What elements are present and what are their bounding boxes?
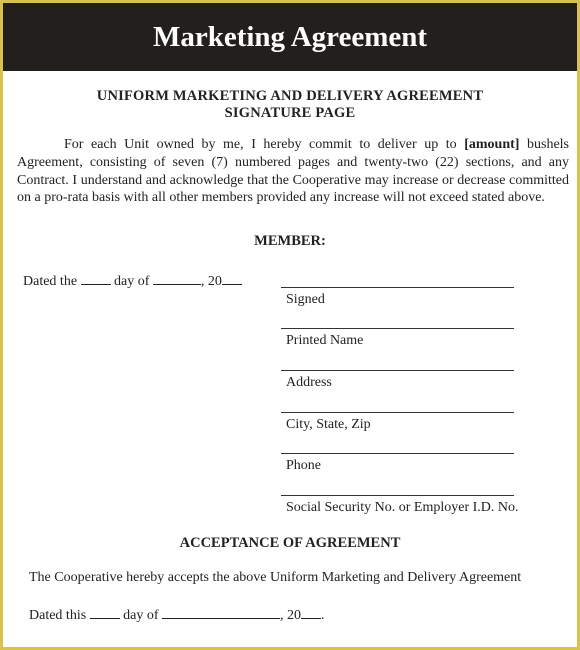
ssn-line[interactable] [281,495,514,496]
signed-label: Signed [286,292,325,307]
paragraph-rest: bushels Agreement, consisting of seven (7) numbered pages and twenty-two (22) sections, and any Contract. I understand and acknowledge that the Cooperative may increase or decrease committed on a pro-rata basis with all other members provided any increase will not exceed stated above. [17,137,570,206]
amount-placeholder: [amount] [464,137,520,152]
agreement-title: UNIFORM MARKETING AND DELIVERY AGREEMENT [96,88,484,104]
commitment-paragraph [17,136,569,207]
printed-name-label: Printed Name [286,333,364,348]
year-prefix-label-2: , 20 [280,608,302,623]
header-banner [3,3,577,71]
day-of-label: day of [114,274,150,289]
end-period: . [321,608,325,623]
day-blank-2[interactable] [90,606,120,619]
phone-label: Phone [286,458,321,473]
day-of-label-2: day of [123,608,159,623]
acceptance-heading: ACCEPTANCE OF AGREEMENT [179,535,401,551]
agreement-subtitle: SIGNATURE PAGE [224,105,356,121]
address-label: Address [286,375,332,390]
dated-the-line [23,272,242,290]
dated-the-label: Dated the [23,274,78,289]
day-blank[interactable] [81,272,111,285]
year-blank-2[interactable] [301,606,321,619]
month-blank-2[interactable] [162,606,280,619]
ssn-label: Social Security No. or Employer I.D. No. [286,500,519,515]
phone-line[interactable] [281,453,514,454]
year-prefix-label: , 20 [200,274,222,289]
dated-this-line [29,606,325,624]
address-line[interactable] [281,370,514,371]
year-blank[interactable] [222,272,242,285]
page-title: Marketing Agreement [152,20,428,53]
city-state-zip-label: City, State, Zip [286,417,371,432]
dated-this-label: Dated this [29,608,87,623]
printed-name-line[interactable] [281,328,514,329]
acceptance-text: The Cooperative hereby accepts the above Uniform Marketing and Delivery Agreement [29,570,522,585]
month-blank[interactable] [153,272,201,285]
city-state-zip-line[interactable] [281,412,514,413]
member-heading: MEMBER: [254,233,326,249]
paragraph-start: For each Unit owned by me, I hereby commit to deliver up to [64,137,465,152]
signed-line[interactable] [281,287,514,288]
